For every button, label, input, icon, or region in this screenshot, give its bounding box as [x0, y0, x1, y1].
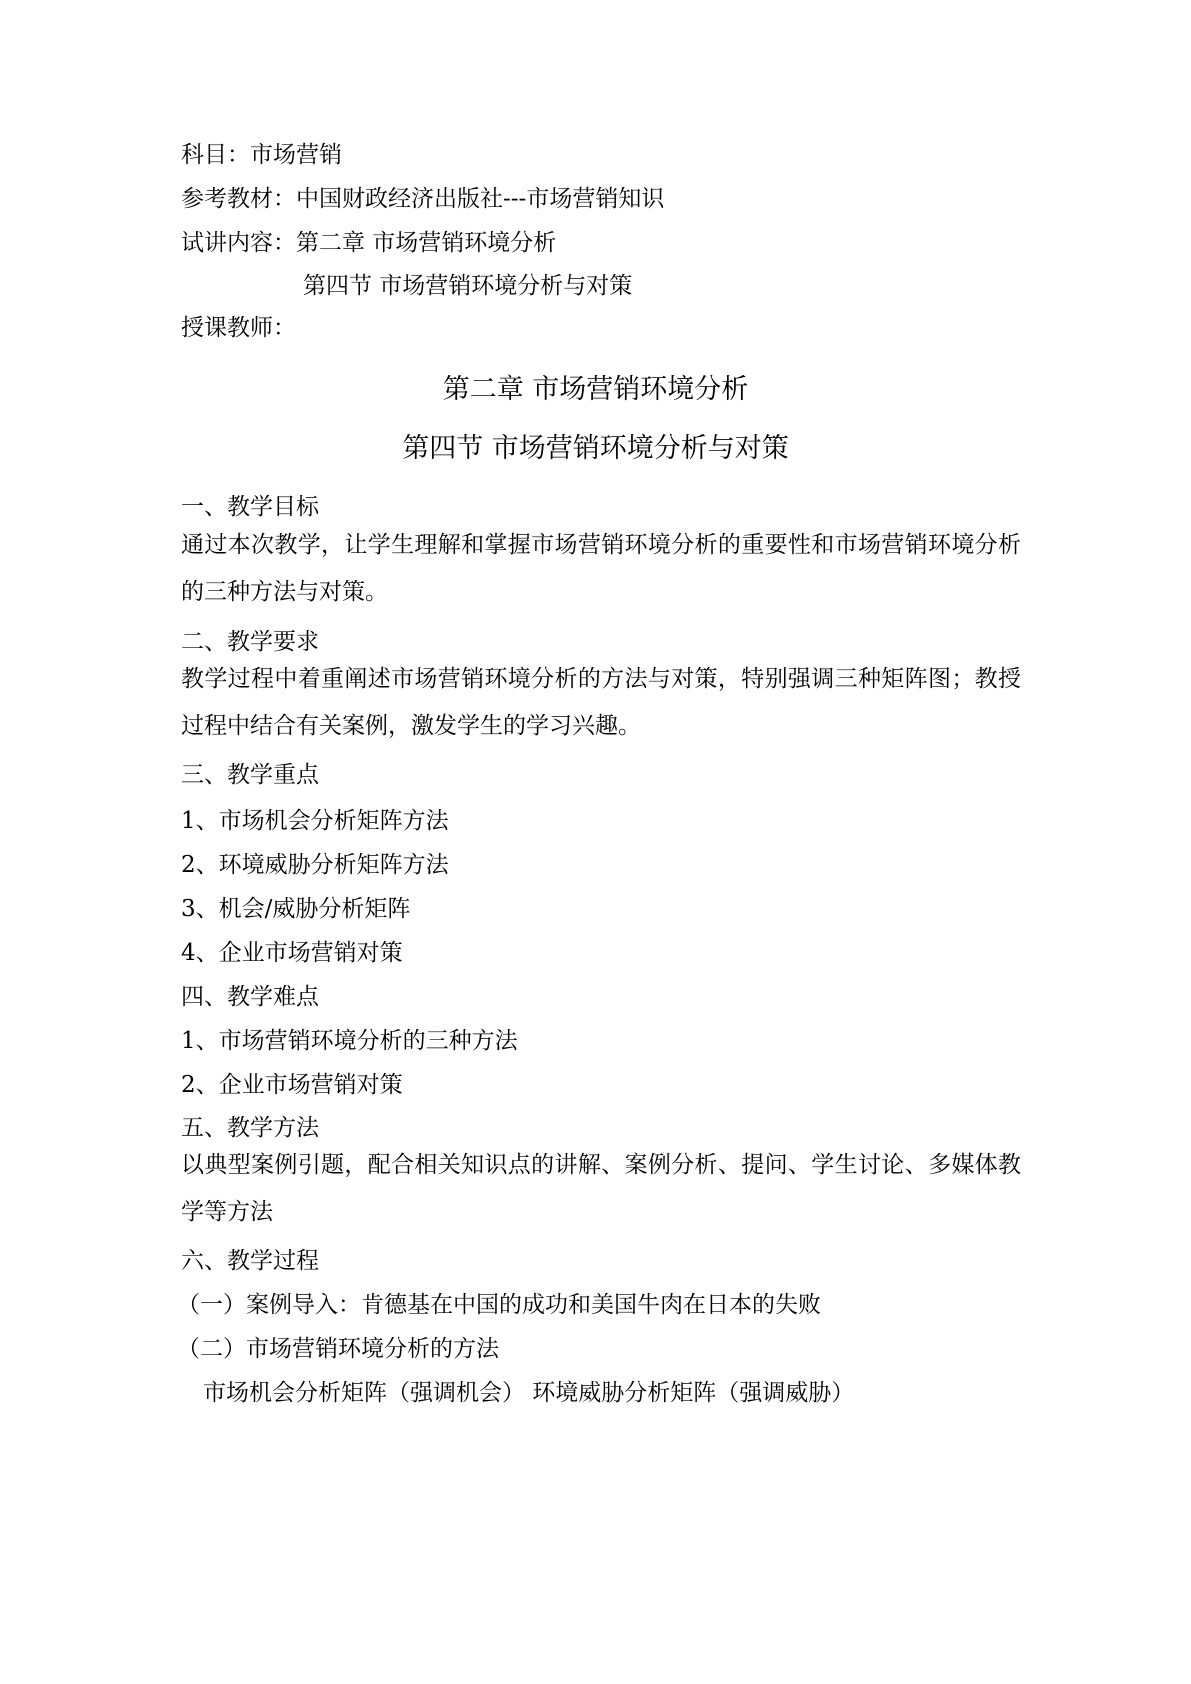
key-point-item: 1、市场机会分析矩阵方法 [181, 808, 449, 834]
teacher-line: 授课教师： [181, 315, 296, 341]
content-section-line: 第四节 市场营销环境分析与对策 [303, 273, 633, 299]
difficulty-heading: 四、教学难点 [181, 984, 319, 1010]
process-heading: 六、教学过程 [181, 1248, 319, 1274]
key-points-heading: 三、教学重点 [181, 762, 319, 788]
key-point-item: 2、环境威胁分析矩阵方法 [181, 852, 449, 878]
process-item: （一）案例导入：肯德基在中国的成功和美国牛肉在日本的失败 [177, 1292, 821, 1318]
matrix-line: 市场机会分析矩阵（强调机会） 环境威胁分析矩阵（强调威胁） [203, 1380, 855, 1406]
process-item: （二）市场营销环境分析的方法 [177, 1336, 499, 1362]
difficulty-item: 2、企业市场营销对策 [181, 1072, 403, 1098]
chapter-title: 第二章 市场营销环境分析 [442, 374, 749, 405]
content-line: 试讲内容：第二章 市场营销环境分析 [181, 230, 557, 256]
goal-heading: 一、教学目标 [181, 494, 319, 520]
textbook-line: 参考教材：中国财政经济出版社---市场营销知识 [181, 186, 665, 212]
requirement-heading: 二、教学要求 [181, 629, 319, 655]
key-point-item: 4、企业市场营销对策 [181, 940, 403, 966]
method-heading: 五、教学方法 [181, 1115, 319, 1141]
section-title: 第四节 市场营销环境分析与对策 [402, 433, 789, 464]
difficulty-item: 1、市场营销环境分析的三种方法 [181, 1028, 518, 1054]
goal-text: 通过本次教学，让学生理解和掌握市场营销环境分析的重要性和市场营销环境分析的三种方法与对策。 [181, 532, 1021, 605]
method-text: 以典型案例引题，配合相关知识点的讲解、案例分析、提问、学生讨论、多媒体教学等方法 [181, 1152, 1021, 1225]
subject-line: 科目：市场营销 [181, 142, 342, 168]
requirement-text: 教学过程中着重阐述市场营销环境分析的方法与对策，特别强调三种矩阵图；教授过程中结合有关案例，激发学生的学习兴趣。 [181, 666, 1021, 739]
key-point-item: 3、机会/威胁分析矩阵 [181, 896, 411, 922]
